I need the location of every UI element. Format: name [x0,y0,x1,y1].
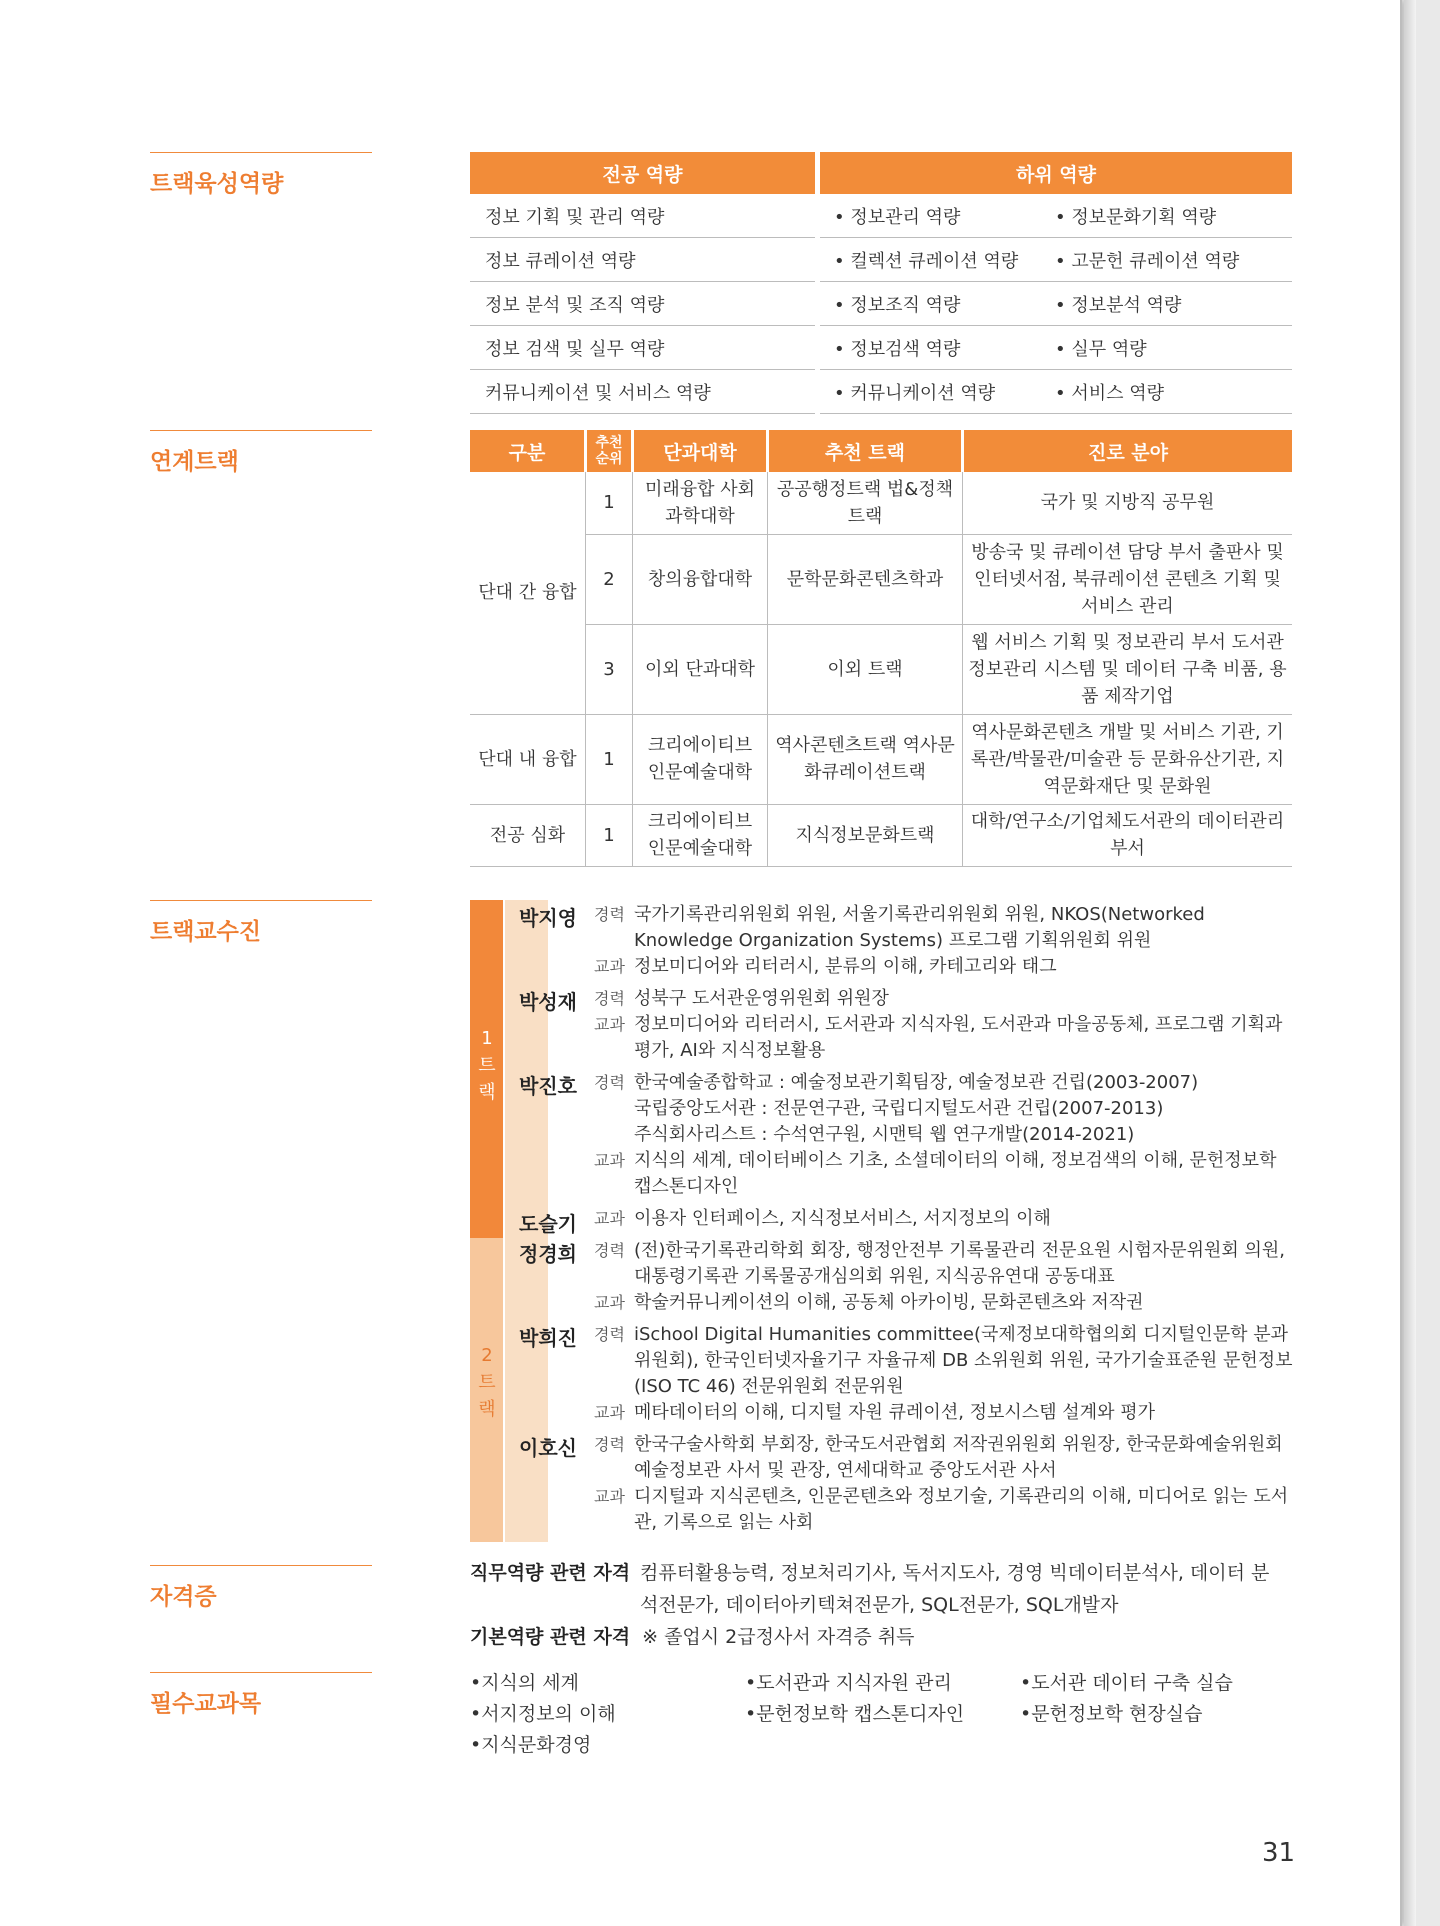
table-row [470,804,1292,866]
faculty-course [594,1148,1294,1200]
career-label: 경력 [594,1241,625,1260]
faculty-career [594,1070,1294,1148]
section-title-certificate: 자격증 [150,1565,372,1611]
cell-major: 커뮤니케이션 및 서비스 역량 [470,370,818,414]
cert-basic-value: ※ 졸업시 2급정사서 자격증 취득 [642,1626,915,1648]
faculty-name: 박성재 [519,990,577,1014]
name-column [505,900,548,1238]
career-label: 경력 [594,989,625,1008]
header-career: 진로 분야 [963,430,1293,472]
table-row [470,534,1292,624]
cell-sub: • 서비스 역량 [1047,370,1292,414]
cell-sub: • 정보검색 역량 [818,326,1048,370]
faculty-course [594,1012,1294,1064]
faculty-course [594,954,1294,980]
cell-career: 역사문화콘텐츠 개발 및 서비스 기관, 기록관/박물관/미술관 등 문화유산기관, 지역문화재단 및 문화원 [963,714,1293,804]
cell-rank: 2 [586,534,633,624]
cell-sub: • 정보조직 역량 [818,282,1048,326]
faculty-career [594,902,1294,954]
course-label: 교과 [594,1209,625,1228]
cell-track: 이외 트랙 [768,624,963,714]
cell-major: 정보 분석 및 조직 역량 [470,282,818,326]
table-row [470,194,1292,238]
career-text: 성북구 도서관운영위원회 위원장 [634,988,889,1009]
career-label: 경력 [594,1073,625,1092]
header-rank: 추천 순위 [586,430,633,472]
competency-table [470,152,1292,414]
career-text: iSchool Digital Humanities committee(국제정보대학협의회 디지털인문학 분과위원회), 한국인터넷자율기구 자율규제 DB 소위원회 위원, 국가기술표준원 문헌정보(ISO TC 46) 전문위원회 전문위원 [634,1324,1293,1397]
cell-sub: • 정보분석 역량 [1047,282,1292,326]
header-sub: 하위 역량 [818,152,1293,194]
cell-track: 역사콘텐츠트랙 역사문화큐레이션트랙 [768,714,963,804]
cell-career: 국가 및 지방직 공무원 [963,472,1293,534]
cert-basic-label: 기본역량 관련 자격 [470,1626,631,1648]
table-row [470,326,1292,370]
career-text: (전)한국기록관리학회 회장, 행정안전부 기록물관리 전문요원 시험자문위원회 의원, 대통령기록관 기록물공개심의회 위원, 지식공유연대 공동대표 [634,1240,1286,1287]
required-course: •지식의 세계 [470,1672,580,1694]
faculty-career [594,1322,1294,1400]
faculty-career [594,1238,1294,1290]
cell-rank: 3 [586,624,633,714]
faculty-career [594,986,1294,1012]
cell-career: 방송국 및 큐레이션 담당 부서 출판사 및 인터넷서점, 북큐레이션 콘텐츠 기획 및 서비스 관리 [963,534,1293,624]
career-label: 경력 [594,1325,625,1344]
cell-sub: • 정보문화기획 역량 [1047,194,1292,238]
required-course: •문헌정보학 캡스톤디자인 [745,1703,965,1725]
career-text: 주식회사리스트 : 수석연구원, 시맨틱 웹 연구개발(2014-2021) [634,1124,1135,1145]
track1-label: 1 트 랙 [478,1028,496,1103]
cell-major: 정보 기획 및 관리 역량 [470,194,818,238]
certificate-job [470,1557,1280,1621]
required-course: •서지정보의 이해 [470,1703,616,1725]
course-text: 지식의 세계, 데이터베이스 기초, 소셜데이터의 이해, 정보검색의 이해, 문헌정보학 캡스톤디자인 [634,1150,1277,1197]
faculty-career [594,1432,1294,1484]
career-text: 국립중앙도서관 : 전문연구관, 국립디지털도서관 건립(2007-2013) [634,1098,1164,1119]
course-label: 교과 [594,1151,625,1170]
faculty-name: 박지영 [519,906,577,930]
cell-sub: • 고문헌 큐레이션 역량 [1047,238,1292,282]
cell-rank: 1 [586,714,633,804]
cell-college: 창의융합대학 [633,534,768,624]
required-course: •도서관과 지식자원 관리 [745,1672,952,1694]
career-text: 국가기록관리위원회 위원, 서울기록관리위원회 위원, NKOS(Networked Knowledge Organization Systems) 프로그램 기획위원회 위원 [634,904,1205,951]
course-text: 이용자 인터페이스, 지식정보서비스, 서지정보의 이해 [634,1208,1051,1229]
section-title-competency: 트랙육성역량 [150,152,372,198]
header-major: 전공 역량 [470,152,818,194]
table-row [470,714,1292,804]
cell-major: 정보 큐레이션 역량 [470,238,818,282]
linked-track-table [470,430,1292,867]
cell-group: 전공 심화 [470,804,586,866]
faculty-name: 도슬기 [519,1212,577,1236]
cert-job-value: 컴퓨터활용능력, 정보처리기사, 독서지도사, 경영 빅데이터분석사, 데이터 분석전문가, 데이터아키텍쳐전문가, SQL전문가, SQL개발자 [640,1562,1270,1616]
cell-rank: 1 [586,804,633,866]
cell-major: 정보 검색 및 실무 역량 [470,326,818,370]
faculty-name: 이호신 [519,1436,577,1460]
table-header-row [470,152,1292,194]
career-text: 한국구술사학회 부회장, 한국도서관협회 저작권위원회 위원장, 한국문화예술위원회 예술정보관 사서 및 관장, 연세대학교 중앙도서관 사서 [634,1434,1283,1481]
faculty-course [594,1206,1294,1232]
header-track: 추천 트랙 [768,430,963,472]
cell-college: 크리에이티브 인문예술대학 [633,804,768,866]
header-category: 구분 [470,430,586,472]
course-label: 교과 [594,1403,625,1422]
course-label: 교과 [594,1487,625,1506]
table-header-row [470,430,1292,472]
faculty-name: 박희진 [519,1326,577,1350]
course-text: 정보미디어와 리터러시, 분류의 이해, 카테고리와 태그 [634,956,1057,977]
cell-career: 대학/연구소/기업체도서관의 데이터관리부서 [963,804,1293,866]
cell-sub: • 정보관리 역량 [818,194,1048,238]
cell-group: 단대 간 융합 [470,472,586,714]
cell-career: 웹 서비스 기획 및 정보관리 부서 도서관 정보관리 시스템 및 데이터 구축 비품, 용품 제작기업 [963,624,1293,714]
faculty-course [594,1484,1294,1536]
course-label: 교과 [594,1293,625,1312]
cell-sub: • 커뮤니케이션 역량 [818,370,1048,414]
cell-track: 지식정보문화트랙 [768,804,963,866]
track2-label: 2 트 랙 [478,1345,496,1420]
required-course: •도서관 데이터 구축 실습 [1020,1672,1233,1694]
required-course: •문헌정보학 현장실습 [1020,1703,1203,1725]
cell-group: 단대 내 융합 [470,714,586,804]
career-label: 경력 [594,905,625,924]
cell-sub: • 컬렉션 큐레이션 역량 [818,238,1048,282]
table-row [470,624,1292,714]
faculty-course [594,1290,1294,1316]
header-college: 단과대학 [633,430,768,472]
table-row [470,282,1292,326]
cell-track: 공공행정트랙 법&정책트랙 [768,472,963,534]
cell-college: 이외 단과대학 [633,624,768,714]
course-text: 정보미디어와 리터러시, 도서관과 지식자원, 도서관과 마을공동체, 프로그램 기획과 평가, AI와 지식정보활용 [634,1014,1283,1061]
cell-college: 미래융합 사회과학대학 [633,472,768,534]
table-row [470,472,1292,534]
cert-job-label: 직무역량 관련 자격 [470,1562,631,1584]
section-title-required: 필수교과목 [150,1672,372,1718]
table-row [470,238,1292,282]
page-edge [1404,0,1416,1926]
faculty-name: 박진호 [519,1074,577,1098]
required-course: •지식문화경영 [470,1734,592,1756]
page-number: 31 [1262,1838,1296,1868]
course-label: 교과 [594,957,625,976]
course-label: 교과 [594,1015,625,1034]
cell-track: 문학문화콘텐츠학과 [768,534,963,624]
course-text: 학술커뮤니케이션의 이해, 공동체 아카이빙, 문화콘텐츠와 저작권 [634,1292,1144,1313]
course-text: 메타데이터의 이해, 디지털 자원 큐레이션, 정보시스템 설계와 평가 [634,1402,1155,1423]
table-row [470,370,1292,414]
cell-college: 크리에이티브 인문예술대학 [633,714,768,804]
career-label: 경력 [594,1435,625,1454]
name-column [505,1238,548,1542]
cell-rank: 1 [586,472,633,534]
section-title-linked: 연계트랙 [150,430,372,476]
faculty-name: 정경희 [519,1242,577,1266]
certificate-basic [470,1621,1280,1653]
faculty-course [594,1400,1294,1426]
career-text: 한국예술종합학교 : 예술정보관기획팀장, 예술정보관 건립(2003-2007) [634,1072,1199,1093]
course-text: 디지털과 지식콘텐츠, 인문콘텐츠와 정보기술, 기록관리의 이해, 미디어로 읽는 도서관, 기록으로 읽는 사회 [634,1486,1289,1533]
section-title-faculty: 트랙교수진 [150,900,372,946]
cell-sub: • 실무 역량 [1047,326,1292,370]
